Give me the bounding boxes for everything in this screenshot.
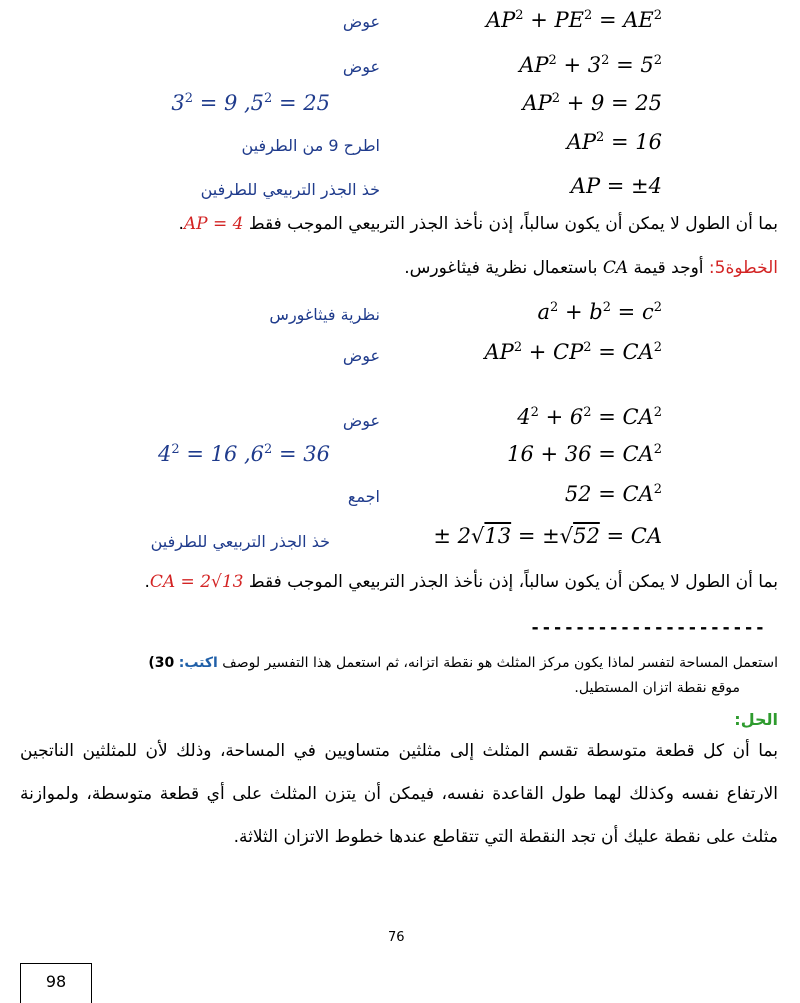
equation: $a^2 + b^2 = c^2$ [537, 300, 662, 324]
step-text-before: أوجد قيمة [628, 258, 709, 278]
page-number-center: 76 [388, 930, 405, 945]
equation: $AP^2 + 3^2 = 5^2$ [519, 53, 662, 77]
step-comment: عوض [342, 411, 380, 430]
step-comment: نظرية فيثاغورس [269, 305, 380, 324]
equation: AP = ±4 [570, 174, 662, 198]
question-30-line2: موقع نقطة اتزان المستطيل. [574, 680, 740, 696]
step-comment: عوض [342, 346, 380, 365]
equation: $4^2 + 6^2 = CA^2$ [517, 405, 662, 429]
step-comment: عوض [342, 57, 380, 76]
step-text-after: باستعمال نظرية فيثاغورس. [404, 258, 603, 278]
solution-paragraph: بما أن كل قطعة متوسطة تقسم المثلث إلى مثلثين متساويين في المساحة، وذلك لأن للمثلثين الناتجين الارتفاع نفسه وكذلك لهما طول القاعدة نفسه، فيمكن أن يتزن المثلث على أي قطعة متوسطة، ولموازنة مثلث على نقطة عليك أن تجد النقطة التي تتقاطع عندها خطوط الاتزان الثلاثة. [20, 741, 778, 847]
question-number: 30) [148, 655, 175, 671]
step-value: $3^2 = 9$ $,5^2 = 25$ [171, 91, 330, 115]
question-30 [8, 655, 778, 671]
conclusion-ap [18, 214, 778, 234]
equation: $AP^2 = 16$ [566, 130, 662, 154]
conclusion-text: بما أن الطول لا يمكن أن يكون سالباً، إذن نأخذ الجذر التربيعي الموجب فقط [248, 572, 778, 592]
question-text: استعمل المساحة لتفسر لماذا يكون مركز المثلث هو نقطة اتزانه، ثم استعمل هذا التفسير لوصف [222, 655, 778, 671]
page-number-box: 98 [20, 963, 92, 1003]
step-comment: عوض [342, 12, 380, 31]
step-comment: اجمع [347, 487, 380, 506]
step-value: $4^2 = 16$ $,6^2 = 36$ [158, 442, 330, 466]
question-keyword: اكتب: [178, 655, 218, 671]
step-variable: CA [602, 258, 629, 278]
equation: ± 2√13 = ±√52 = CA [433, 524, 662, 548]
step-comment: خذ الجذر التربيعي للطرفين [150, 532, 330, 551]
conclusion-result: AP = 4 [183, 214, 244, 234]
equation: $AP^2 + PE^2 = AE^2$ [486, 8, 662, 32]
equation: $AP^2 + CP^2 = CA^2$ [484, 340, 662, 364]
conclusion-ca [18, 572, 778, 592]
equation: $52 = CA^2$ [564, 482, 662, 506]
conclusion-result: CA = 2√13 [149, 572, 244, 592]
separator-dashes: --------------------- [530, 618, 766, 638]
equation: $AP^2 + 9 = 25$ [522, 91, 662, 115]
step-comment: اطرح 9 من الطرفين [241, 136, 380, 155]
conclusion-text: بما أن الطول لا يمكن أن يكون سالباً، إذن نأخذ الجذر التربيعي الموجب فقط [248, 214, 778, 234]
step-label: الخطوة5: [708, 258, 778, 278]
solution-heading: الحل: [734, 710, 778, 729]
conclusion-end: . [144, 572, 150, 592]
step-comment: خذ الجذر التربيعي للطرفين [200, 180, 380, 199]
equation: $16 + 36 = CA^2$ [507, 442, 662, 466]
conclusion-end: . [178, 214, 184, 234]
step5-heading [18, 258, 778, 278]
